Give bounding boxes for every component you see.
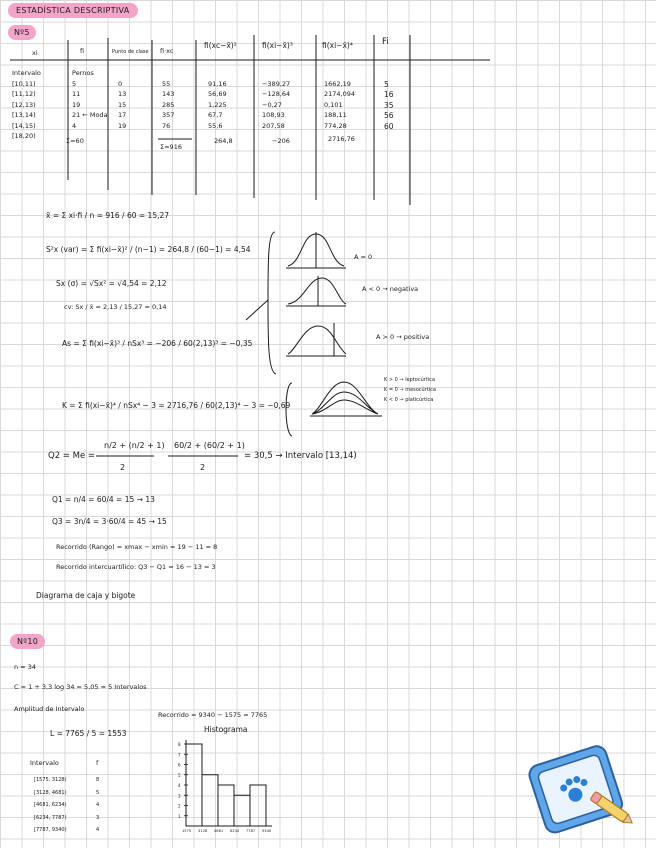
amplitude-value: L = 7765 / 5 = 1553: [50, 729, 127, 738]
formula-mean: x̄ = Σ xi·fi / n = 916 / 60 = 15,27: [46, 211, 170, 220]
cell-fi-row-2: 11: [72, 90, 81, 98]
formula-median-lhs: Q2 = Me =: [48, 451, 96, 461]
cell-xc-row-5: 19: [118, 121, 127, 130]
svg-text:n/2 + (n/2 + 1): n/2 + (n/2 + 1): [104, 441, 165, 450]
cell-f3-row-1: −389,27: [262, 79, 291, 88]
cell-f3-row-5: 207,58: [262, 121, 285, 130]
formula-stdev: Sx (σ) = √Sx² = √4,54 = 2,12: [56, 279, 167, 288]
cell-xc-row-3: 15: [118, 100, 127, 109]
cell-Fi-row-1: 5: [384, 79, 389, 89]
cell-xc-row-1: 0: [118, 79, 123, 88]
cell-xi-row-4: [13,14): [12, 111, 36, 119]
cell-f2-row-1: 91,16: [208, 79, 227, 88]
histogram-x-tick-label: 7787: [246, 829, 256, 833]
cell-xi-row-0: Intervalo: [12, 69, 41, 77]
amplitude-title: Amplitud de Intervalo: [14, 705, 85, 713]
total-f4: 2716,76: [328, 135, 355, 143]
formula-range: Recorrido (Rango) = xmax − xmin = 19 − 11 = 8: [56, 543, 218, 551]
cell-f4-row-5: 774,28: [324, 121, 347, 130]
formula-cv: cv: Sx / x̄ = 2,13 / 15,27 = 0,14: [64, 303, 167, 311]
formula-q1: Q1 = n/4 = 60/4 = 15 → 13: [52, 495, 155, 504]
histogram-x-tick-label: 1575: [182, 829, 192, 833]
boxplot-caption: Diagrama de caja y bigote: [36, 591, 136, 600]
cell-xi-row-5: [14,15): [12, 121, 36, 130]
cell-f4-row-1: 1662,19: [324, 79, 351, 88]
cell-f4-row-3: 0,101: [324, 100, 343, 109]
cell-fi-row-1: 5: [72, 79, 77, 88]
col-header-class-mark: Punto de clase: [112, 49, 149, 55]
formula-iqr: Recorrido intercuartílico: Q3 − Q1 = 16 − 13 = 3: [56, 563, 216, 571]
cell-f2-row-5: 55,6: [208, 121, 223, 130]
col-header-fi: fi: [80, 47, 85, 55]
cell-f4-row-4: 188,11: [324, 111, 347, 119]
histogram-x-tick-label: 3128: [198, 829, 208, 833]
cell-f3-row-2: −128,64: [262, 90, 291, 98]
total-f2: 264,8: [214, 137, 233, 145]
interval-table-head-interval: Intervalo: [30, 759, 59, 767]
interval-frequency-0: 8: [96, 777, 100, 783]
histogram-bar: [234, 795, 250, 826]
interval-frequency-4: 4: [96, 827, 100, 833]
formula-kurtosis: K = Σ fi(xi−x̄)⁴ / nSx⁴ − 3 = 2716,76 / 60(2,13)⁴ − 3 = −0,69: [62, 401, 291, 410]
cell-xc-row-2: 13: [118, 90, 127, 98]
histogram-y-tick-label: 3: [178, 793, 181, 799]
histogram-title: Histograma: [204, 725, 248, 734]
cell-Fi-row-4: 56: [384, 111, 394, 120]
cell-fi-row-4: 21 ← Moda: [72, 111, 108, 119]
cell-f3-row-3: −0,27: [262, 100, 282, 109]
interval-range-3: [6234, 7787): [34, 814, 67, 821]
kurt-label-lepto: K > 0 → leptocúrtica: [384, 377, 435, 383]
cell-Fi-row-2: 16: [384, 90, 394, 99]
histogram-x-tick-label: 4681: [214, 829, 224, 833]
cell-f3-row-4: 108,93: [262, 111, 285, 119]
cell-fixc-row-1: 55: [162, 79, 171, 88]
skew-label-positive: A > 0 → positiva: [376, 333, 430, 341]
cell-f2-row-2: 56,69: [208, 90, 227, 98]
cell-fixc-row-5: 76: [162, 121, 171, 130]
cell-f4-row-2: 2174,094: [324, 90, 356, 98]
cell-f2-row-4: 67,7: [208, 111, 223, 119]
cell-xi-row-1: [10,11): [12, 79, 36, 88]
histogram-bar: [218, 785, 234, 826]
total-f3: −206: [272, 137, 290, 145]
cell-fixc-row-2: 143: [162, 90, 175, 98]
interval-range-1: [3128, 4681): [34, 789, 67, 796]
svg-text:60/2 + (60/2 + 1): 60/2 + (60/2 + 1): [174, 441, 245, 450]
title-tag: ESTADÍSTICA DESCRIPTIVA: [8, 3, 138, 18]
col-header-f4: fi(xi−x̄)⁴: [322, 41, 353, 50]
formula-median-rhs: = 30,5 → Intervalo [13,14): [244, 451, 357, 461]
histogram-y-tick-label: 5: [178, 772, 181, 778]
interval-range-4: [7787, 9340): [34, 827, 67, 833]
cell-xi-row-6: [18,20): [12, 132, 36, 140]
col-header-Fi: Fi: [382, 37, 389, 47]
svg-text:2: 2: [120, 463, 126, 472]
histogram-bar: [202, 775, 218, 826]
interval-frequency-2: 4: [96, 802, 100, 808]
col-header-fixc: fi·xc: [160, 47, 174, 55]
histogram-y-tick-label: 7: [178, 752, 181, 758]
recorrido-value: Recorrido = 9340 − 1575 = 7765: [158, 711, 268, 719]
cell-fixc-row-3: 285: [162, 100, 175, 109]
exercise-tag-10: Nº10: [10, 634, 45, 649]
kurt-label-meso: K = 0 → mesocúrtica: [384, 387, 436, 393]
cell-xc-row-4: 17: [118, 111, 127, 119]
histogram-y-tick-label: 4: [178, 783, 181, 788]
cell-Fi-row-5: 60: [384, 121, 394, 131]
col-header-f3: fi(xi−x̄)³: [262, 41, 293, 50]
cell-f2-row-3: 1,225: [208, 100, 227, 109]
interval-frequency-3: 3: [96, 814, 100, 821]
total-fi: Σ=60: [66, 137, 84, 145]
interval-frequency-1: 5: [96, 789, 100, 796]
interval-range-0: [1575, 3128): [34, 777, 67, 783]
histogram-y-tick-label: 2: [178, 803, 181, 809]
cell-fixc-row-4: 357: [162, 111, 175, 119]
tablet-paw-sticker: [522, 740, 632, 840]
col-header-xi: xi: [32, 49, 38, 57]
interval-range-2: [4681, 6234): [34, 802, 67, 808]
svg-text:2: 2: [200, 463, 206, 472]
histogram-bar: [250, 785, 266, 826]
interval-table-head-f: f: [96, 759, 99, 767]
histogram-y-tick-label: 1: [178, 813, 181, 819]
cell-xi-row-2: [11,12): [12, 90, 36, 98]
cell-fi-row-3: 19: [72, 100, 81, 109]
histogram-x-tick-label: 9340: [262, 829, 272, 833]
formula-variance: S²x (var) = Σ fi(xi−x̄)² / (n−1) = 264,8 / (60−1) = 4,54: [46, 245, 251, 254]
histogram-bar: [186, 744, 202, 826]
formula-q3: Q3 = 3n/4 = 3·60/4 = 45 → 15: [52, 517, 167, 526]
histogram-y-tick-label: 8: [178, 742, 181, 747]
histogram-x-tick-label: 6234: [230, 829, 240, 833]
skew-label-negative: A < 0 → negativa: [362, 285, 419, 293]
number-of-classes: C = 1 + 3,3 log 34 = 5,05 ≈ 5 Intervalos: [14, 683, 147, 691]
total-fixc: Σ=916: [160, 143, 182, 151]
histogram-y-tick-label: 6: [178, 762, 181, 768]
exercise-tag-5: Nº5: [8, 25, 36, 40]
sample-size: n = 34: [14, 663, 36, 671]
formula-skewness: As = Σ fi(xi−x̄)³ / nSx³ = −206 / 60(2,13)³ = −0,35: [62, 339, 253, 348]
cell-Fi-row-3: 35: [384, 100, 394, 110]
cell-fi-row-5: 4: [72, 121, 77, 130]
skew-label-symmetric: A = 0: [354, 253, 373, 261]
kurt-label-plati: K < 0 → platicúrtica: [384, 397, 434, 403]
cell-xi-row-3: [12,13): [12, 100, 36, 109]
col-header-f2: fi(xc−x̄)²: [204, 41, 237, 50]
cell-fi-row-0: Pernos: [72, 69, 94, 77]
